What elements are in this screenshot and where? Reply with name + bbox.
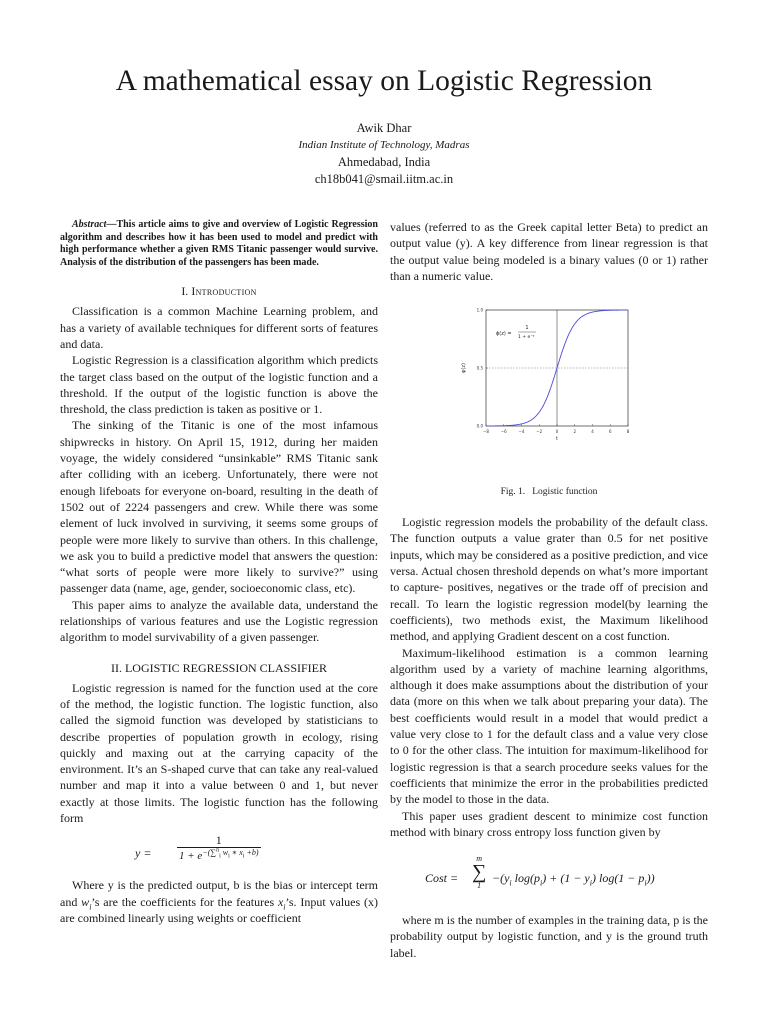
equation-logistic [60, 833, 378, 869]
intro-numeral: I. [181, 284, 192, 299]
x-tick-label: 6 [608, 429, 612, 435]
paragraph: This paper uses gradient descent to minimize cost function method with binary cross entropy loss function given by [390, 808, 708, 839]
y-axis-label: φ(z) [461, 363, 467, 374]
equation-cost [390, 852, 708, 902]
x-tick-label: 8 [626, 429, 630, 435]
right-column [390, 219, 708, 961]
left-column [60, 219, 378, 926]
y-tick-label: 1.0 [476, 307, 483, 313]
author-affiliation: Indian Institute of Technology, Madras [298, 139, 470, 151]
paragraph: Where y is the predicted output, b is the bias or intercept term and $w_i’s$ are the coefficients for the features $x_i’s$. Input values (x) are combined linearly using weights or coefficient [60, 878, 378, 925]
x-tick-label: −2 [536, 429, 543, 435]
sum-upper: m [476, 854, 483, 864]
y-tick-label: 0.0 [476, 423, 483, 429]
paragraph: Logistic regression is named for the function used at the core of the method, the logistic function. The logistic function, also called the sigmoid function was developed by statisticians to describe properties of population growth in ecology, rising quickly and maxing out at the carrying capacity of the environment. It’s an S-shaped curve that can take any real-valued number and map it into a value between 0 and 1, but never exactly at those limits. The logistic function has the following form [60, 680, 378, 825]
paragraph: values (referred to as the Greek capital letter Beta) to predict an output value (y). A key difference from linear regression is that the output value being modeled is a binary values (0 or 1) rather than a numeric value. [390, 220, 708, 283]
x-tick-label: −8 [483, 429, 489, 435]
x-tick-label: 4 [591, 429, 594, 435]
paragraph: The sinking of the Titanic is one of the most infamous shipwrecks in history. On April 15, 1912, during her maiden voyage, the widely considered “unsinkable” RMS Titanic sank after colliding with an iceberg. Unfortunately, there were not enough lifeboats for everyone on-board, resulting in the death of 1502 out of 2224 passengers and crew. While there was some element of luck involved in surviving, it seems some groups of people were more likely to survive than others. In this challenge, we ask you to build a predictive model that answers the question: “what sorts of people were more likely to survive?” using passenger data (name, age, gender, socioeconomic class, etc). [60, 418, 378, 596]
abstract [60, 219, 378, 269]
figure-logistic [390, 304, 708, 482]
paragraph: This paper aims to analyze the available data, understand the relationships of various features and use the Logistic regression algorithm to model survivability of a given passenger. [60, 597, 378, 645]
formula-lhs: ϕ(z) = [496, 331, 512, 338]
sigma-symbol: ∑ [472, 861, 487, 884]
paragraph: Logistic regression models the probability of the default class. The function outputs a value grater than 0.5 for net positive inputs, which may be considered as a positive prediction, and vice versa. Actual chosen threshold depends on what’s more important to capture- positives, negatives or the trade off of precision and recall. To learn the logistic regression model(by learning the coefficients), two methods exist, the Maximum likelihood method, and applying Gradient descent on a cost function. [390, 515, 708, 644]
author-location: Ahmedabad, India [337, 155, 431, 169]
section-heading-introduction [60, 283, 378, 299]
eq1-numerator: 1 [177, 833, 261, 848]
eq1-lhs: y = [135, 846, 152, 861]
eq1-denominator: $1 + e^{-(\sum^n_i w_i ∗ x_i +b)}$ [179, 846, 259, 863]
eq2-lhs: Cost = [425, 871, 459, 886]
figure-caption: Fig. 1. Logistic function [500, 487, 598, 498]
formula-numerator: 1 [525, 325, 529, 332]
x-axis-label: t [556, 436, 558, 443]
paragraph: Logistic Regression is a classification algorithm which predicts the target class based on the output of the logistic function and a threshold. If the output of the logistic function is above the threshold, the class prediction is taken as positive or 1. [60, 353, 378, 417]
author-name: Awik Dhar [356, 121, 412, 135]
x-tick-label: −4 [518, 429, 525, 435]
paragraph: where m is the number of examples in the training data, p is the probability output by logistic function, and y is the ground truth label. [390, 913, 708, 960]
eq1-fraction [177, 833, 261, 863]
abstract-text: —This article aims to give and overview of Logistic Regression algorithm and describes how it has been used to model and predict with high performance whether a given RMS Titanic passenger would survive. Analysis of the distribution of the passengers has been made. [60, 219, 378, 268]
eq2-rhs: $-(y_i$ $\log(p_i) + (1 - y_i) \log(1 - p_i)$) [492, 871, 655, 888]
paper-title: A mathematical essay on Logistic Regression [115, 65, 653, 97]
formula-denominator: $1 + e^{-z}$ [518, 333, 535, 341]
paragraph: Maximum-likelihood estimation is a common learning algorithm used by a variety of machine learning algorithms, although it does make assumptions about the distribution of your data (more on this when we talk about preparing your data). The best coefficients would result in a model that would predict a value very close to 1 for the default class and a value very close to 0 for the other class. The intuition for maximum-likelihood for logistic regression is that a search procedure seeks values for the coefficients that minimize the error in the probabilities predicted by the model to those in the data. [390, 645, 708, 807]
author-block [0, 120, 768, 188]
x-tick-label: −6 [500, 429, 507, 435]
x-tick-label: 2 [573, 429, 577, 435]
logistic-chart [390, 304, 708, 482]
section-heading-classifier: II. LOGISTIC REGRESSION CLASSIFIER [110, 660, 327, 675]
eq2-sum [472, 854, 486, 890]
paragraph: Classification is a common Machine Learning problem, and has a variety of available techniques for different sorts of features and data. [60, 304, 378, 351]
x-tick-label: 0 [555, 429, 559, 435]
author-email: ch18b041@smail.iitm.ac.in [314, 172, 454, 186]
abstract-label: Abstract [72, 219, 107, 230]
intro-title: Introduction [191, 284, 257, 299]
y-tick-label: 0.5 [476, 365, 483, 371]
sum-lower: 1 [477, 881, 482, 891]
